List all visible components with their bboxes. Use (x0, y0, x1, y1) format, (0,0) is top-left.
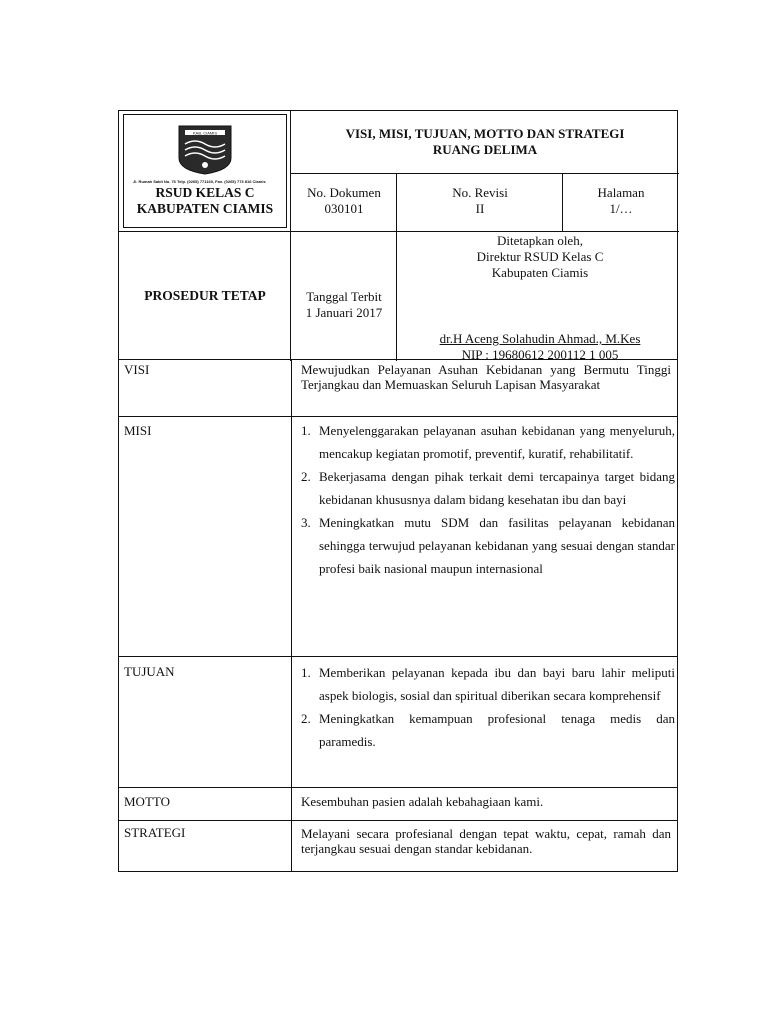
revision-label: No. Revisi (452, 185, 508, 200)
issue-date-label: Tanggal Terbit (306, 289, 382, 304)
doc-number-label: No. Dokumen (307, 185, 381, 200)
approval-block (401, 233, 679, 281)
ciamis-emblem-logo (175, 120, 235, 176)
signature-block (401, 331, 679, 363)
tujuan-label: TUJUAN (124, 664, 175, 679)
divider (396, 173, 397, 361)
approver-title: Direktur RSUD Kelas C (476, 249, 604, 264)
list-item: 2. Bekerjasama dengan pihak terkait demi tercapainya target bidang kebidanan khususnya dalam bidang kesehatan ibu dan bayi (301, 469, 675, 507)
title-line2: RUANG DELIMA (432, 142, 538, 157)
motto-label: MOTTO (124, 794, 170, 809)
divider (290, 111, 291, 361)
approver-institution: Kabupaten Ciamis (491, 265, 589, 280)
doc-number-cell (291, 185, 397, 217)
strategi-text: Melayani secara profesianal dengan tepat waktu, cepat, ramah dan terjangkau sesuai dengan standar kebidanan. (301, 826, 671, 856)
divider (291, 360, 292, 871)
divider (119, 787, 677, 788)
content-table (118, 360, 678, 872)
issue-date-value: 1 Januari 2017 (305, 305, 383, 320)
signatory-nip: NIP : 19680612 200112 1 005 (461, 347, 619, 362)
divider (119, 416, 677, 417)
revision-value: II (475, 201, 485, 216)
doc-number-value: 030101 (324, 201, 364, 216)
motto-text: Kesembuhan pasien adalah kebahagiaan kami. (301, 794, 544, 809)
page-cell (563, 185, 679, 217)
misi-label: MISI (124, 423, 152, 438)
list-item: 3. Meningkatkan mutu SDM dan fasilitas pelayanan kebidanan sehingga terwujud pelayanan kebidanan yang sesuai dengan standar profesi baik nasional maupun internasional (301, 515, 675, 576)
institution-name-line1: RSUD KELAS C (155, 185, 255, 200)
issue-date-cell (291, 289, 397, 321)
visi-text: Mewujudkan Pelayanan Asuhan Kebidanan yang Bermutu Tinggi Terjangkau dan Memuaskan Seluruh Lapisan Masyarakat (301, 362, 671, 392)
title-line1: VISI, MISI, TUJUAN, MOTTO DAN STRATEGI (345, 126, 625, 141)
visi-label: VISI (124, 362, 150, 377)
divider (562, 173, 563, 231)
divider (119, 656, 677, 657)
signatory-name: dr.H Aceng Solahudin Ahmad., M.Kes (439, 331, 641, 346)
page-value: 1/… (609, 201, 633, 216)
document-header (118, 110, 678, 360)
institution-cell (119, 111, 291, 231)
divider (291, 231, 679, 232)
approved-by: Ditetapkan oleh, (497, 233, 583, 248)
document-title (291, 111, 679, 173)
institution-address: Jl. Rumah Sakit No. 76 Telp. (0265) 771160, Fax. (0265) 773 816 Ciamis (133, 179, 266, 184)
procedure-label: PROSEDUR TETAP (144, 288, 266, 303)
divider (119, 231, 291, 232)
institution-name-line2: KABUPATEN CIAMIS (136, 201, 274, 216)
strategi-label: STRATEGI (124, 825, 186, 840)
logo-caption: KAB. CIAMIS (192, 130, 218, 136)
misi-list (301, 419, 675, 580)
tujuan-list (301, 661, 675, 753)
list-item: 2. Meningkatkan kemampuan profesional tenaga medis dan paramedis. (301, 711, 675, 749)
list-item: 1. Memberikan pelayanan kepada ibu dan bayi baru lahir meliputi aspek biologis, sosial dan spiritual diberikan secara komprehensif (301, 665, 675, 703)
list-item: 1. Menyelenggarakan pelayanan asuhan kebidanan yang menyeluruh, mencakup kegiatan promotif, preventif, kuratif, rehabilitatif. (301, 423, 675, 461)
institution-name (119, 185, 291, 217)
revision-cell (397, 185, 563, 217)
divider (119, 820, 677, 821)
divider (291, 173, 679, 174)
page-label: Halaman (597, 185, 645, 200)
